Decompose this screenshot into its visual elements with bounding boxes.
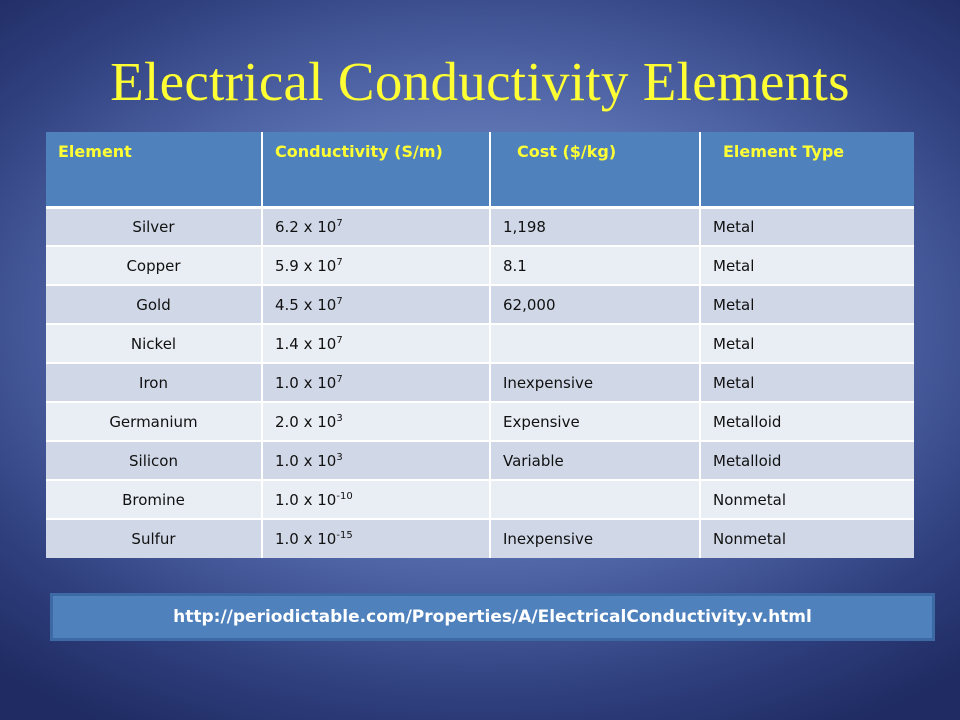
cell-element-type: Metal: [700, 285, 914, 324]
source-url-box[interactable]: [50, 593, 935, 641]
conductivity-exponent: 7: [336, 295, 343, 307]
conductivity-base: 1.0 x 10: [275, 530, 337, 548]
cell-cost: [490, 324, 700, 363]
table-row: [46, 441, 914, 480]
cell-element: Bromine: [46, 480, 262, 519]
cell-conductivity: [262, 363, 490, 402]
cell-cost: 8.1: [490, 246, 700, 285]
source-url-link[interactable]: http://periodictable.com/Properties/A/ElectricalConductivity.v.html: [173, 607, 812, 627]
cell-conductivity: [262, 207, 490, 246]
table-row: [46, 246, 914, 285]
cell-element-type: Metal: [700, 246, 914, 285]
cell-conductivity: [262, 441, 490, 480]
cell-conductivity: [262, 246, 490, 285]
cell-element-type: Metal: [700, 363, 914, 402]
cell-cost: 62,000: [490, 285, 700, 324]
header-cost: Cost ($/kg): [490, 132, 700, 207]
conductivity-table: [46, 132, 914, 558]
cell-element: Iron: [46, 363, 262, 402]
table-row: [46, 363, 914, 402]
table-row: [46, 207, 914, 246]
table-row: [46, 402, 914, 441]
cell-element-type: Metalloid: [700, 441, 914, 480]
header-element-type: Element Type: [700, 132, 914, 207]
header-conductivity: Conductivity (S/m): [262, 132, 490, 207]
conductivity-exponent: 7: [336, 217, 343, 229]
conductivity-base: 1.0 x 10: [275, 373, 337, 392]
conductivity-exponent: 3: [336, 412, 343, 424]
slide-title: Electrical Conductivity Elements: [110, 51, 850, 112]
cell-cost: Variable: [490, 441, 700, 480]
conductivity-base: 2.0 x 10: [275, 412, 337, 431]
conductivity-exponent: 3: [336, 451, 343, 463]
cell-element-type: Nonmetal: [700, 519, 914, 558]
header-element: Element: [46, 132, 262, 207]
cell-element-type: Metal: [700, 324, 914, 363]
cell-cost: 1,198: [490, 207, 700, 246]
cell-element-type: Nonmetal: [700, 480, 914, 519]
conductivity-exponent: -10: [336, 490, 353, 502]
cell-element: Silicon: [46, 441, 262, 480]
table-row: [46, 480, 914, 519]
conductivity-base: 1.0 x 10: [275, 490, 337, 509]
cell-conductivity: [262, 285, 490, 324]
cell-element: Gold: [46, 285, 262, 324]
cell-cost: Inexpensive: [490, 363, 700, 402]
table-row: [46, 285, 914, 324]
conductivity-base: 1.4 x 10: [275, 334, 337, 353]
cell-cost: Inexpensive: [490, 519, 700, 558]
cell-conductivity: [262, 402, 490, 441]
conductivity-base: 6.2 x 10: [275, 217, 337, 236]
conductivity-exponent: 7: [336, 256, 343, 268]
cell-cost: [490, 480, 700, 519]
cell-cost: Expensive: [490, 402, 700, 441]
conductivity-base: 4.5 x 10: [275, 295, 337, 314]
conductivity-exponent: -15: [336, 530, 353, 541]
table-row: [46, 324, 914, 363]
cell-element: Silver: [46, 207, 262, 246]
cell-element-type: Metal: [700, 207, 914, 246]
cell-conductivity: [262, 480, 490, 519]
conductivity-exponent: 7: [336, 373, 343, 385]
table-row: [46, 519, 914, 558]
table-header-row: [46, 132, 914, 207]
conductivity-base: 1.0 x 10: [275, 451, 337, 470]
cell-conductivity: [262, 519, 490, 558]
cell-element: Germanium: [46, 402, 262, 441]
cell-element: Copper: [46, 246, 262, 285]
cell-element: Sulfur: [46, 519, 262, 558]
conductivity-exponent: 7: [336, 334, 343, 346]
cell-element-type: Metalloid: [700, 402, 914, 441]
cell-element: Nickel: [46, 324, 262, 363]
cell-conductivity: [262, 324, 490, 363]
conductivity-base: 5.9 x 10: [275, 256, 337, 275]
